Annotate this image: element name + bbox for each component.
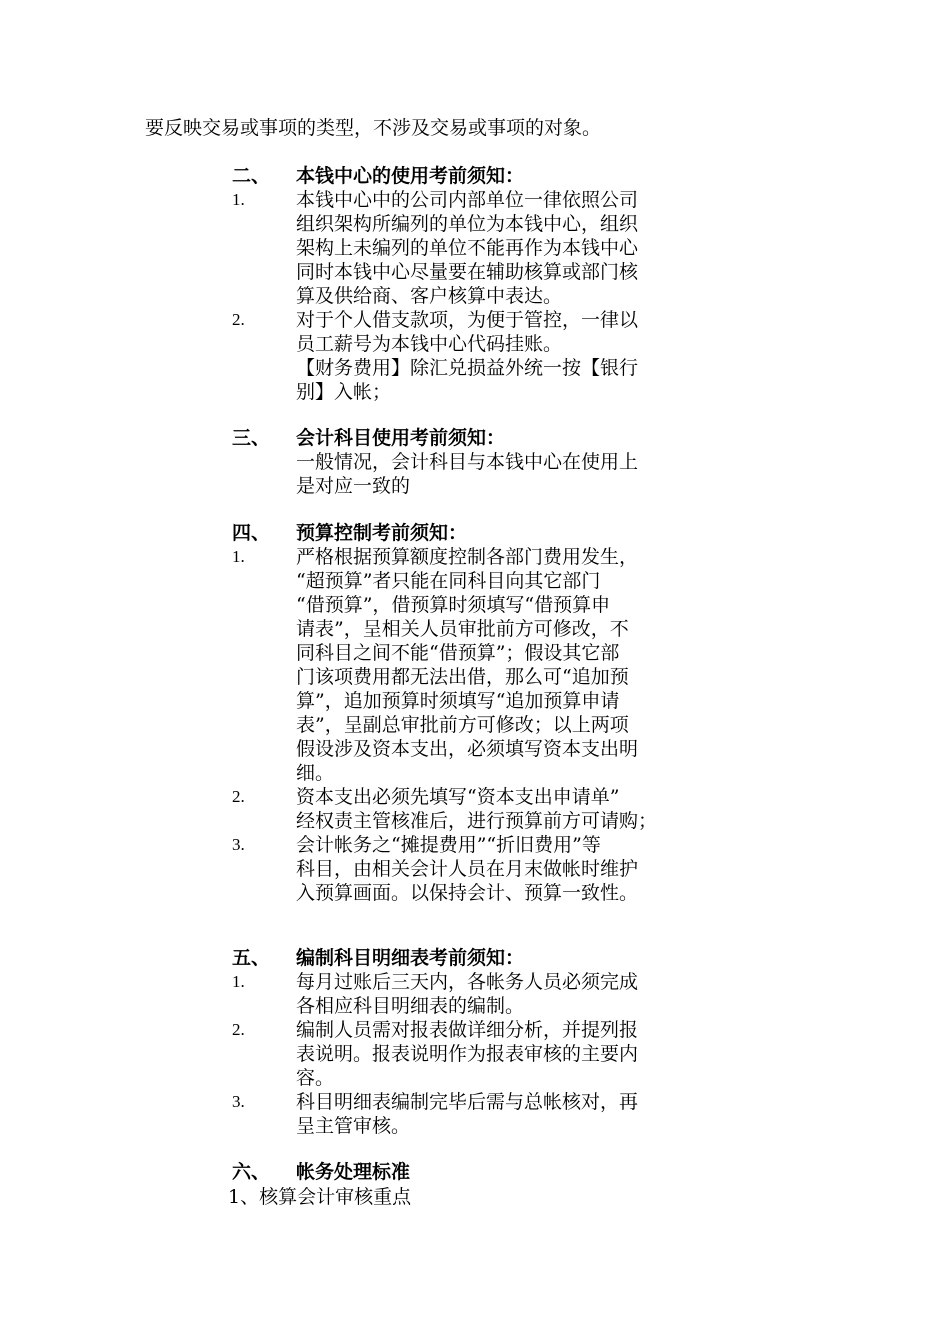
section-cost-center [232, 164, 692, 404]
paragraph: 一般情况，会计科目与本钱中心在使用上 是对应一致的 [296, 451, 639, 497]
item-text: 严格根据预算额度控制各部门费用发生， “超预算”者只能在同科目向其它部门 “借预算”，借预算时须填写“借预算申 请表”，呈相关人员审批前方可修改，不 同科目之间不能“借预算”；假设其它部 门该项费用都无法出借，那么可“追加预 算”，追加预算时须填写“追加预算申请 表”，呈副总审批前方可修改；以上两项 假设涉及资本支出，必须填写资本支出明 细。 [296, 546, 639, 784]
item-number: 1. [232, 190, 245, 209]
section-number: 六、 [232, 1161, 271, 1183]
list-item [232, 833, 692, 905]
intro-line: 要反映交易或事项的类型，不涉及交易或事项的对象。 [145, 117, 602, 139]
section-title: 帐务处理标准 [296, 1161, 411, 1183]
section-heading [232, 521, 692, 545]
section-heading [232, 946, 692, 970]
section-number: 四、 [232, 522, 271, 544]
list-item [232, 970, 692, 1018]
item-text: 每月过账后三天内，各帐务人员必须完成 各相应科目明细表的编制。 [296, 971, 639, 1017]
item-text: 对于个人借支款项，为便于管控，一律以 员工薪号为本钱中心代码挂账。 [296, 309, 639, 355]
item-number: 2. [232, 310, 245, 329]
list-item [232, 545, 692, 785]
section-title: 会计科目使用考前须知： [296, 427, 506, 449]
section-title: 编制科目明细表考前须知： [296, 947, 525, 969]
section-number: 三、 [232, 427, 271, 449]
item-number: 1. [232, 547, 245, 566]
section-accounting-subject [232, 426, 692, 498]
list-item [232, 308, 692, 356]
section-number: 五、 [232, 947, 271, 969]
list-item [232, 1018, 692, 1090]
section-heading [232, 1160, 692, 1184]
item-number: 3. [232, 1092, 245, 1111]
item-text: 本钱中心中的公司内部单位一律依照公司 组织架构所编列的单位为本钱中心，组织 架构上未编列的单位不能再作为本钱中心 同时本钱中心尽量要在辅助核算或部门核 算及供给商、客户核算中表达。 [296, 189, 639, 307]
item-text: 资本支出必须先填写“资本支出申请单” 经权责主管核准后，进行预算前方可请购； [296, 786, 658, 832]
item-text: 会计帐务之“摊提费用”“折旧费用”等 科目，由相关会计人员在月末做帐时维护 入预算画面。以保持会计、预算一致性。 [296, 834, 639, 904]
item-number: 1. [232, 972, 245, 991]
section-title: 预算控制考前须知： [296, 522, 468, 544]
item-number: 2. [232, 1020, 245, 1039]
list-item [232, 188, 692, 308]
section-title: 本钱中心的使用考前须知： [296, 165, 525, 187]
list-item [232, 785, 692, 833]
item-number: 2. [232, 787, 245, 806]
item-text: 编制人员需对报表做详细分析，并提列报 表说明。报表说明作为报表审核的主要内 容。 [296, 1019, 639, 1089]
sub-heading: 1、核算会计审核重点 [228, 1186, 412, 1208]
section-number: 二、 [232, 165, 271, 187]
section-budget-control [232, 521, 692, 905]
section-heading [232, 426, 692, 450]
item-number: 3. [232, 835, 245, 854]
section-accounting-standard [232, 1160, 692, 1184]
list-item [232, 1090, 692, 1138]
paragraph: 【财务费用】除汇兑损益外统一按【银行 别】入帐； [296, 357, 639, 403]
section-subject-detail [232, 946, 692, 1138]
section-heading [232, 164, 692, 188]
item-text: 科目明细表编制完毕后需与总帐核对，再 呈主管审核。 [296, 1091, 639, 1137]
